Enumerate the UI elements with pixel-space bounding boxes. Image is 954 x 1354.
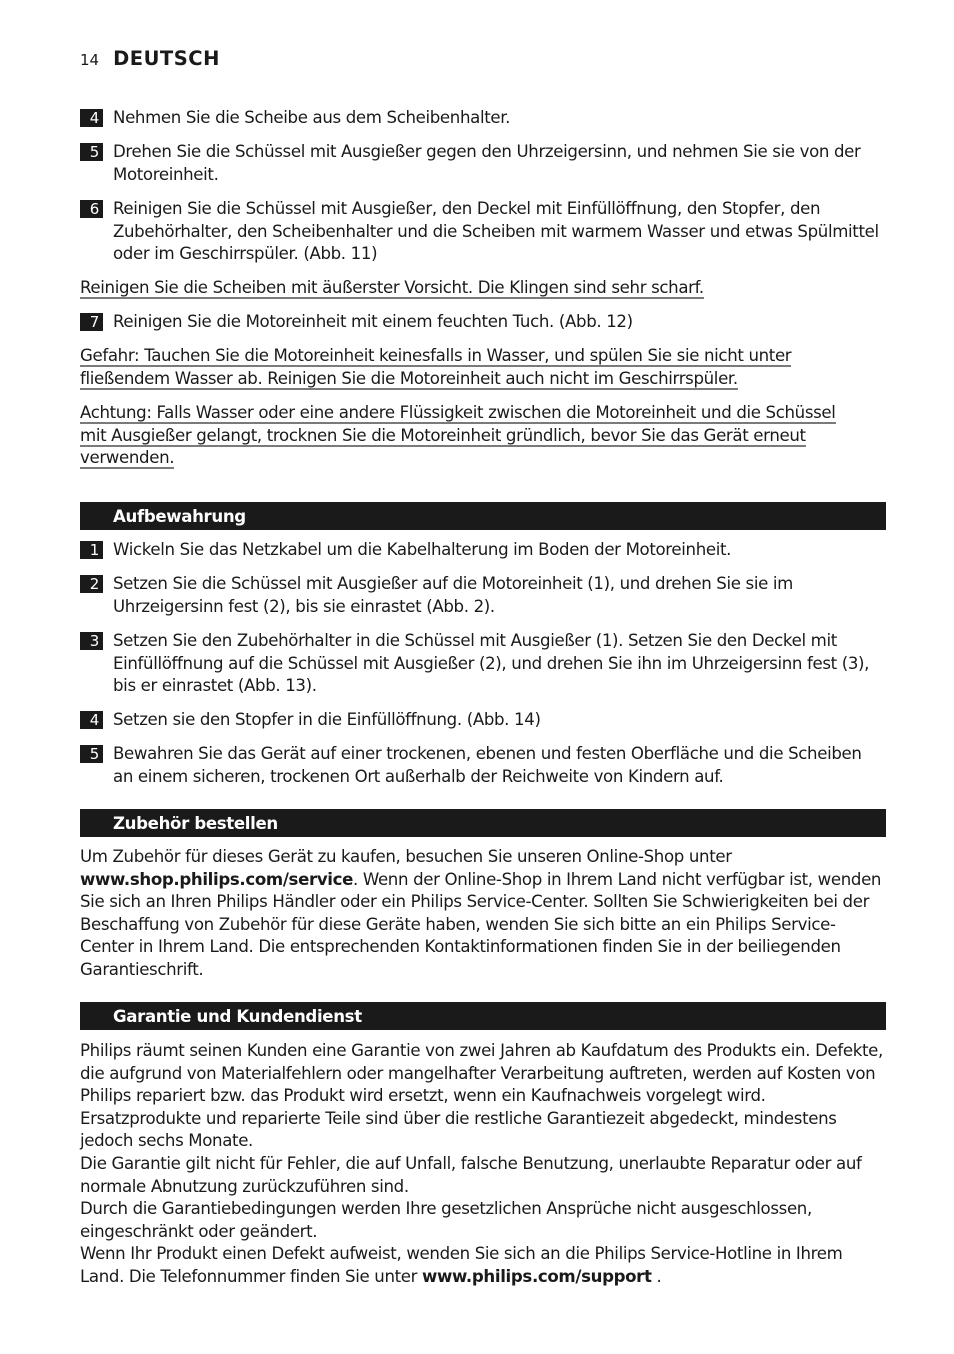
step-text: Bewahren Sie das Gerät auf einer trockenen, ebenen und festen Oberfläche und die Scheiben an einem sicheren, trockenen Ort außerhalb der Reichweite von Kindern auf. — [113, 744, 862, 786]
step-item — [80, 107, 886, 130]
step-item — [80, 141, 886, 186]
support-link[interactable]: www.philips.com/support — [422, 1266, 652, 1286]
step-number: 1 — [80, 541, 103, 559]
step-text: Setzen sie den Stopfer in die Einfüllöffnung. (Abb. 14) — [113, 710, 541, 729]
warranty-p4-after: . — [651, 1266, 662, 1286]
step-number: 7 — [80, 313, 103, 331]
caution-line: mit Ausgießer gelangt, trocknen Sie die Motoreinheit gründlich, bevor Sie das Gerät erneut — [80, 425, 806, 445]
danger-warning — [80, 345, 886, 390]
blade-note — [80, 277, 886, 300]
step-text: Nehmen Sie die Scheibe aus dem Scheibenhalter. — [113, 108, 511, 127]
page-header — [80, 47, 220, 70]
step-text: Reinigen Sie die Motoreinheit mit einem feuchten Tuch. (Abb. 12) — [113, 312, 633, 331]
danger-line: Gefahr: Tauchen Sie die Motoreinheit keinesfalls in Wasser, und spülen Sie sie nicht unter — [80, 346, 792, 365]
step-number: 3 — [80, 632, 103, 650]
shop-link[interactable]: www.shop.philips.com/service — [80, 869, 354, 889]
warranty-p4-before: Wenn Ihr Produkt einen Defekt aufweist, wenden Sie sich an die Philips Service-Hotline in Ihrem Land. Die Telefonnummer finden Sie unter — [80, 1244, 843, 1286]
step-number: 6 — [80, 200, 103, 218]
step-text: Drehen Sie die Schüssel mit Ausgießer gegen den Uhrzeigersinn, und nehmen Sie sie von der Motoreinheit. — [113, 142, 861, 184]
caution-line: Achtung: Falls Wasser oder eine andere Flüssigkeit zwischen die Motoreinheit und die Schüssel — [80, 403, 836, 422]
accessories-text-after: . Wenn der Online-Shop in Ihrem Land nicht verfügbar ist, wenden Sie sich an Ihren Philips Händler oder ein Philips Service-Center. Sollten Sie Schwierigkeiten bei der Beschaffung von Zubehör für diese Geräte haben, wenden Sie sich bitte an ein Philips Service-Center in Ihrem Land. Die entsprechenden Kontaktinformationen finden Sie in der beiliegenden Garantieschrift. — [80, 869, 882, 979]
step-item — [80, 198, 886, 266]
step-item — [80, 539, 886, 562]
page-number: 14 — [80, 51, 100, 69]
step-item — [80, 573, 886, 618]
caution-warning — [80, 402, 886, 470]
step-number: 4 — [80, 711, 103, 729]
step-text: Wickeln Sie das Netzkabel um die Kabelhalterung im Boden der Motoreinheit. — [113, 540, 732, 559]
warranty-p2: Die Garantie gilt nicht für Fehler, die auf Unfall, falsche Benutzung, unerlaubte Reparatur oder auf normale Abnutzung zurückzuführen sind. — [80, 1153, 862, 1196]
accessories-paragraph — [80, 846, 886, 982]
step-number: 4 — [80, 109, 103, 127]
accessories-text-before: Um Zubehör für dieses Gerät zu kaufen, besuchen Sie unseren Online-Shop unter — [80, 847, 732, 866]
section-heading-warranty: Garantie und Kundendienst — [80, 1002, 886, 1030]
step-number: 5 — [80, 143, 103, 161]
step-text: Setzen Sie den Zubehörhalter in die Schüssel mit Ausgießer (1). Setzen Sie den Deckel mit Einfüllöffnung auf die Schüssel mit Ausgießer (2), und drehen Sie ihn im Uhrzeigersinn fest (3), bis er einrastet (Abb. 13). — [113, 631, 870, 696]
danger-line: fließendem Wasser ab. Reinigen Sie die Motoreinheit auch nicht im Geschirrspüler. — [80, 368, 738, 388]
step-item — [80, 311, 886, 334]
warranty-p1: Philips räumt seinen Kunden eine Garantie von zwei Jahren ab Kaufdatum des Produkts ein. Defekte, die aufgrund von Materialfehlern oder mangelhafter Verarbeitung auftreten, werden auf Kosten von Philips repariert bzw. das Produkt wird ersetzt, wenn ein Kaufnachweis vorgelegt wird. Ersatzprodukte und reparierte Teile sind über die restliche Garantiezeit abgedeckt, mindestens jedoch sechs Monate. — [80, 1041, 883, 1151]
warranty-p4 — [80, 1243, 886, 1288]
step-item — [80, 630, 886, 698]
warranty-p3: Durch die Garantiebedingungen werden Ihre gesetzlichen Ansprüche nicht ausgeschlossen, eingeschränkt oder geändert. — [80, 1199, 812, 1241]
step-text: Setzen Sie die Schüssel mit Ausgießer auf die Motoreinheit (1), und drehen Sie sie im Uhrzeigersinn fest (2), bis sie einrastet (Abb. 2). — [113, 574, 793, 616]
step-number: 2 — [80, 575, 103, 593]
section-heading-storage: Aufbewahrung — [80, 502, 886, 530]
caution-line: verwenden. — [80, 448, 175, 468]
step-text: Reinigen Sie die Schüssel mit Ausgießer, den Deckel mit Einfüllöffnung, den Stopfer, den Zubehörhalter, den Scheibenhalter und die Scheiben mit warmem Wasser und etwas Spülmittel oder im Geschirrspüler. (Abb. 11) — [113, 199, 879, 264]
section-heading-accessories: Zubehör bestellen — [80, 809, 886, 837]
blade-note-text: Reinigen Sie die Scheiben mit äußerster Vorsicht. Die Klingen sind sehr scharf. — [80, 278, 704, 297]
step-item — [80, 743, 886, 788]
page-title: DEUTSCH — [113, 47, 220, 70]
step-item — [80, 709, 886, 732]
warranty-paragraph — [80, 1040, 886, 1289]
step-number: 5 — [80, 745, 103, 763]
